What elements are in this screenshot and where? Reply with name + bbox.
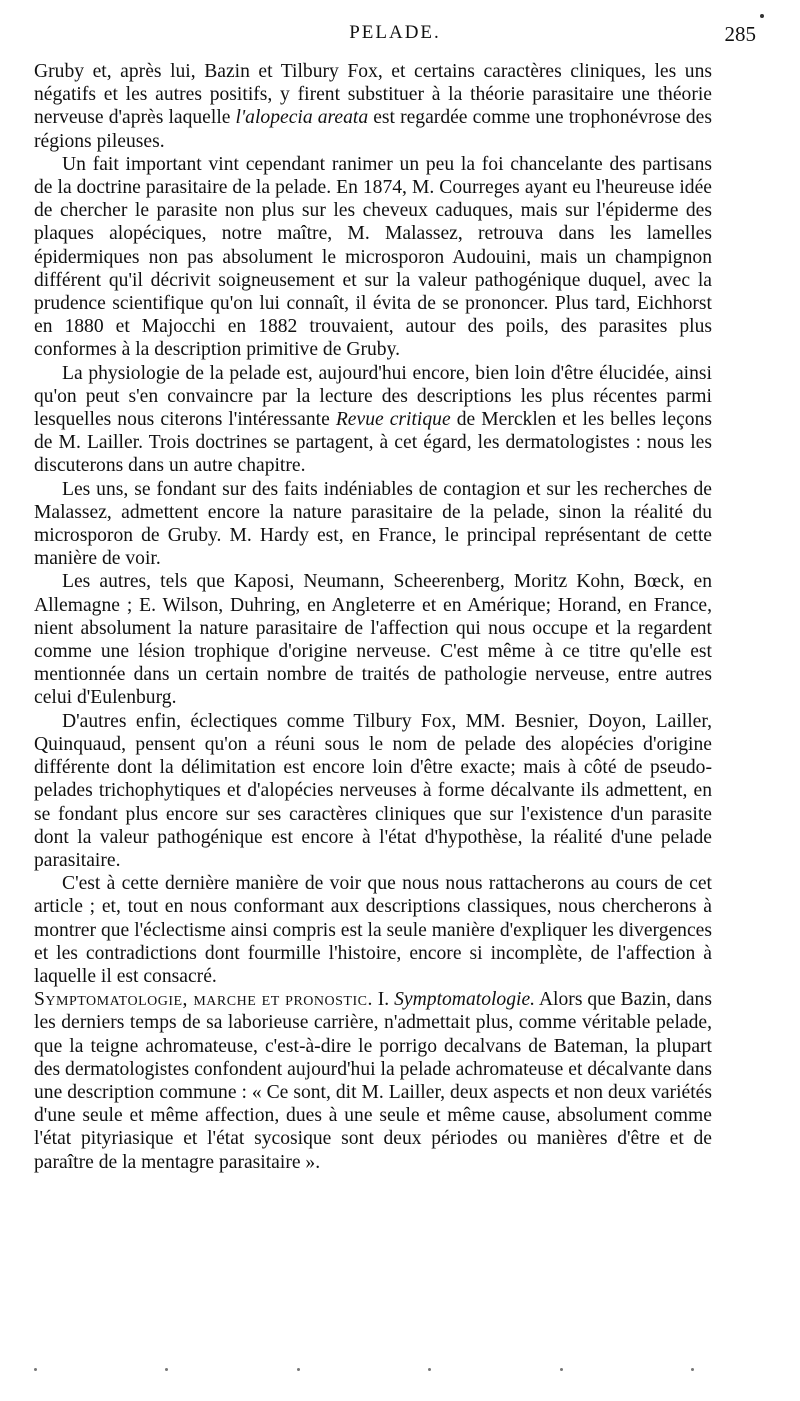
subsection-title: Symptomatologie. <box>394 989 536 1011</box>
paragraph-3-text-b: de Mercklen et les belles leçons de M. Lailler. Trois doctrines se partagent, à cet égard, les dermatologistes : nous les discuterons dans un autre chapitre. <box>34 409 713 477</box>
paragraph-1 <box>34 60 712 153</box>
term-alopecia-areata: l'alopecia areata <box>235 107 369 129</box>
dot <box>691 1368 694 1371</box>
section-heading: Symptomatologie, marche et pronostic. <box>34 989 373 1011</box>
paragraph-7: C'est à cette dernière manière de voir que nous nous rattacherons au cours de cet article ; et, tout en nous conformant aux descriptions classiques, nous chercherons à montrer que l'éclectisme ainsi compris est la seule manière d'expliquer les divergences et les contradictions dont fourmille l'histoire, encore si incomplète, de l'affection à laquelle il est consacré. <box>34 873 712 987</box>
page-number: 285 <box>724 22 756 46</box>
page-header <box>34 22 756 48</box>
dot <box>165 1368 168 1371</box>
paragraph-4: Les uns, se fondant sur des faits indéniables de contagion et sur les recherches de Malassez, admettent encore la nature parasitaire de la pelade, sinon la réalité du microsporon de Gruby. M. Hardy est, en France, le principal représentant de cette manière de voir. <box>34 478 712 570</box>
paragraph-5: Les autres, tels que Kaposi, Neumann, Scheerenberg, Moritz Kohn, Bœck, en Allemagne ; E. Wilson, Duhring, en Angleterre et en Amérique; Horand, en France, nient absolument la nature parasitaire de l'affection qui nous occupe et la regardent comme une lésion trophique d'origine nerveuse. C'est même à ce titre qu'elle est mentionnée dans un certain nombre de traités de pathologie nerveuse, entre autres celui d'Eulenburg. <box>34 571 712 709</box>
paragraph-8 <box>34 988 712 1174</box>
paragraph-6: D'autres enfin, éclectiques comme Tilbury Fox, MM. Besnier, Doyon, Lailler, Quinquaud, pensent qu'on a réuni sous le nom de pelade des alopécies d'origine différente dont la délimitation est encore loin d'être exacte; mais à côté de pseudo-pelades trichophytiques et d'alopécies nerveuses à forme décalvante ils admettent, en se fondant plus encore sur ses caractères cliniques que sur l'existence d'un parasite dont la valeur pathogénique est encore à l'état d'hypothèse, la réalité d'une pelade parasitaire. <box>34 710 712 871</box>
body-text <box>34 60 712 1174</box>
paragraph-1-text-b: est regardée comme une trophonévrose des régions pileuses. <box>34 107 712 152</box>
ink-mark <box>760 14 764 18</box>
dot <box>297 1368 300 1371</box>
dot <box>560 1368 563 1371</box>
paragraph-1-text-a: Gruby et, après lui, Bazin et Tilbury Fox, et certains caractères cliniques, les uns négatifs et les autres positifs, y firent substituer à la théorie parasitaire une théorie nerveuse d'après laquelle <box>34 61 712 129</box>
dot <box>428 1368 431 1371</box>
dot <box>34 1368 37 1371</box>
paragraph-3 <box>34 362 712 478</box>
title-revue-critique: Revue critique <box>335 409 451 431</box>
running-title: PELADE. <box>349 22 441 43</box>
paragraph-8-text: Alors que Bazin, dans les derniers temps de sa laborieuse carrière, n'admettait plus, comme véritable pelade, que la teigne achromateuse, c'est-à-dire le porrigo decalvans de Bateman, la plupart des dermatologistes confondent aujourd'hui la pelade achromateuse et décalvante dans une description commune : « Ce sont, dit M. Lailler, deux aspects et non deux variétés d'une seule et même affection, dues à une seule et même cause, absolument comme l'état pityriasique et l'état sycosique sont deux périodes ou manières d'être et de paraître de la mentagre parasitaire ». <box>34 989 712 1173</box>
section-number: I. <box>372 989 395 1011</box>
bottom-dot-row <box>34 1368 694 1371</box>
paragraph-3-text-a: La physiologie de la pelade est, aujourd'hui encore, bien loin d'être élucidée, ainsi qu'on peut s'en convaincre par la lecture des descriptions les plus récentes parmi lesquelles nous citerons l'intéressante <box>34 362 712 431</box>
paragraph-2: Un fait important vint cependant ranimer un peu la foi chancelante des partisans de la doctrine parasitaire de la pelade. En 1874, M. Courreges ayant eu l'heureuse idée de chercher le parasite non plus sur les cheveux caduques, mais sur l'épiderme des plaques alopéciques, notre maître, M. Malassez, retrouva dans les lamelles épidermiques non pas absolument le microsporon Audouini, mais un champignon différent qu'il décrivit soigneusement et sur la valeur pathogénique duquel, avec la prudence scientifique qu'on lui connaît, il évita de se prononcer. Plus tard, Eichhorst en 1880 et Majocchi en 1882 trouvaient, autour des poils, des parasites plus conformes à la description primitive de Gruby. <box>34 153 712 361</box>
